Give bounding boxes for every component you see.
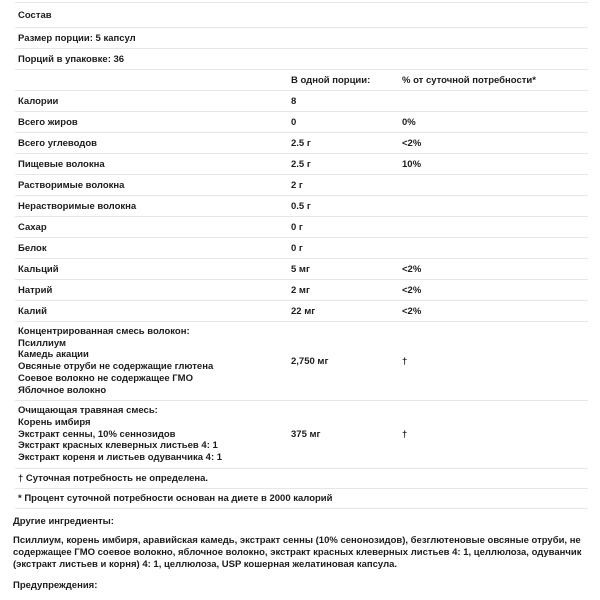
blend-label — [18, 322, 291, 400]
blend-ingredient-line: Экстракт красных клеверных листьев 4: 1 — [18, 440, 218, 452]
dv-column-header: % от суточной потребности* — [402, 74, 536, 86]
nutrient-row — [15, 175, 588, 196]
below-table-section — [0, 516, 600, 592]
nutrient-row — [15, 133, 588, 154]
nutrient-row — [15, 112, 588, 133]
nutrient-dv: <2% — [402, 263, 422, 275]
supplement-facts-panel — [0, 2, 600, 591]
blend-dv: † — [402, 355, 408, 367]
blend-ingredient-line: Очищающая травяная смесь: — [18, 405, 158, 417]
footnote-row — [15, 489, 588, 509]
other-ingredients-heading: Другие ингредиенты: — [13, 515, 114, 527]
nutrient-label: Кальций — [18, 263, 59, 275]
column-header-row — [15, 70, 588, 91]
nutrient-rows — [15, 91, 588, 322]
nutrient-dv: 0% — [402, 116, 416, 128]
blend-ingredient-line: Камедь акации — [18, 349, 89, 361]
footnote-text: * Процент суточной потребности основан на диете в 2000 калорий — [18, 492, 333, 504]
footnote-rows — [15, 469, 588, 509]
servings-per-container-text: Порций в упаковке: 36 — [18, 53, 125, 65]
nutrient-label: Белок — [18, 242, 47, 254]
nutrient-amount: 2.5 г — [291, 158, 311, 170]
nutrient-label: Нерастворимые волокна — [18, 200, 137, 212]
blend-row — [15, 322, 588, 401]
nutrient-amount: 2 мг — [291, 284, 310, 296]
nutrient-label: Всего жиров — [18, 116, 78, 128]
blend-ingredient-line: Экстракт кореня и листьев одуванчика 4: 1 — [18, 452, 223, 464]
nutrient-label: Всего углеводов — [18, 137, 97, 149]
footnote-row — [15, 469, 588, 489]
blend-ingredient-line: Яблочное волокно — [18, 384, 107, 396]
blend-ingredient-line: Псиллиум — [18, 337, 67, 349]
nutrient-row — [15, 280, 588, 301]
nutrient-dv: 10% — [402, 158, 422, 170]
blend-ingredient-line: Овсяные отруби не содержащие глютена — [18, 361, 214, 373]
facts-title-row — [15, 3, 588, 28]
nutrient-row — [15, 154, 588, 175]
blend-ingredient-line: Соевое волокно не содержащее ГМО — [18, 372, 193, 384]
other-ingredients-text: Псиллиум, корень имбиря, аравийская камедь, экстракт сенны (10% сенонозидов), безглютеновые овсяные отруби, не содержащее ГМО соевое волокно, яблочное волокно, экстракт красных клеверных листьев 4: 1, целлюлоза, одуванчик (экстракт листьев и корня) 4: 1, целлюлоза, USP кошерная желатиновая капсула. — [13, 535, 582, 570]
serving-size-row — [15, 28, 588, 49]
blend-dv: † — [402, 428, 408, 440]
serving-size-text: Размер порции: 5 капсул — [18, 32, 136, 44]
blend-ingredient-line: Концентрированная смесь волокон: — [18, 326, 190, 337]
nutrient-dv: <2% — [402, 137, 422, 149]
warnings-heading: Предупреждения: — [13, 579, 98, 591]
blend-amount: 375 мг — [291, 428, 321, 440]
amount-column-header: В одной порции: — [291, 74, 371, 86]
blend-amount: 2,750 мг — [291, 355, 329, 367]
nutrient-row — [15, 238, 588, 259]
blend-ingredient-line: Экстракт сенны, 10% сеннозидов — [18, 428, 176, 440]
nutrient-label: Калий — [18, 305, 47, 317]
nutrient-dv: <2% — [402, 284, 422, 296]
facts-title: Состав — [18, 9, 52, 21]
nutrient-dv: <2% — [402, 305, 422, 317]
nutrient-row — [15, 217, 588, 238]
nutrient-row — [15, 259, 588, 280]
nutrient-amount: 0 г — [291, 221, 303, 233]
nutrient-amount: 2 г — [291, 179, 303, 191]
nutrient-label: Растворимые волокна — [18, 179, 125, 191]
nutrient-amount: 0 г — [291, 242, 303, 254]
supplement-facts-table — [15, 2, 588, 509]
nutrient-label: Сахар — [18, 221, 47, 233]
nutrient-amount: 5 мг — [291, 263, 310, 275]
nutrient-amount: 22 мг — [291, 305, 316, 317]
servings-per-container-row — [15, 49, 588, 70]
nutrient-amount: 0.5 г — [291, 200, 311, 212]
footnote-text: † Суточная потребность не определена. — [18, 472, 209, 484]
nutrient-label: Пищевые волокна — [18, 158, 105, 170]
nutrient-amount: 0 — [291, 116, 297, 128]
blend-rows — [15, 322, 588, 469]
blend-label — [18, 401, 291, 468]
blend-row — [15, 401, 588, 469]
nutrient-label: Калории — [18, 95, 59, 107]
nutrient-row — [15, 196, 588, 217]
nutrient-row — [15, 91, 588, 112]
blend-ingredient-line: Корень имбиря — [18, 416, 91, 428]
nutrient-amount: 2.5 г — [291, 137, 311, 149]
nutrient-row — [15, 301, 588, 322]
nutrient-label: Натрий — [18, 284, 53, 296]
nutrient-amount: 8 — [291, 95, 297, 107]
